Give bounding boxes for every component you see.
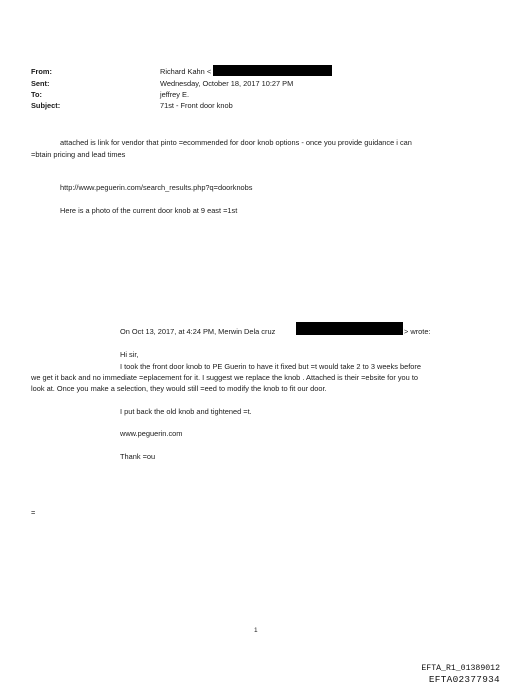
from-label: From: bbox=[31, 67, 52, 76]
photo-line: Here is a photo of the current door knob at 9 east =1st bbox=[60, 206, 238, 215]
quoted-intro: On Oct 13, 2017, at 4:24 PM, Merwin Dela cruz bbox=[120, 327, 276, 336]
quoted-intro-end: > wrote: bbox=[404, 327, 431, 336]
footer-id-1: EFTA_R1_01389012 bbox=[421, 664, 500, 673]
from-value: Richard Kahn < bbox=[160, 67, 212, 76]
quoted-paragraph-line-2: we get it back and no immediate =eplacement for it. I suggest we replace the knob . Attached is their =ebsite for you to bbox=[31, 373, 418, 382]
body-line-2: =btain pricing and lead times bbox=[31, 150, 126, 159]
vendor-link[interactable]: http://www.peguerin.com/search_results.php?q=doorknobs bbox=[60, 183, 253, 192]
footer-id-2: EFTA02377934 bbox=[428, 674, 500, 685]
quoted-paragraph-line-1: I took the front door knob to PE Guerin to have it fixed but =t would take 2 to 3 weeks before bbox=[120, 362, 421, 371]
body-line-1: attached is link for vendor that pinto =ecommended for door knob options - once you provide guidance i can bbox=[60, 138, 412, 147]
redaction-box bbox=[296, 322, 403, 335]
stray-equals: = bbox=[31, 508, 36, 517]
website-text: www.peguerin.com bbox=[120, 429, 183, 438]
subject-label: Subject: bbox=[31, 101, 61, 110]
subject-value: 71st - Front door knob bbox=[160, 101, 233, 110]
quoted-paragraph-2: I put back the old knob and tightened =t. bbox=[120, 407, 252, 416]
sent-label: Sent: bbox=[31, 79, 50, 88]
thanks-text: Thank =ou bbox=[120, 452, 156, 461]
redaction-box bbox=[213, 65, 332, 76]
quoted-greeting: Hi sir, bbox=[120, 350, 139, 359]
to-label: To: bbox=[31, 90, 42, 99]
sent-value: Wednesday, October 18, 2017 10:27 PM bbox=[160, 79, 294, 88]
page-number: 1 bbox=[254, 627, 258, 634]
to-value: jeffrey E. bbox=[160, 90, 190, 99]
quoted-paragraph-line-3: look at. Once you make a selection, they would still =eed to modify the knob to fit our door. bbox=[31, 384, 327, 393]
